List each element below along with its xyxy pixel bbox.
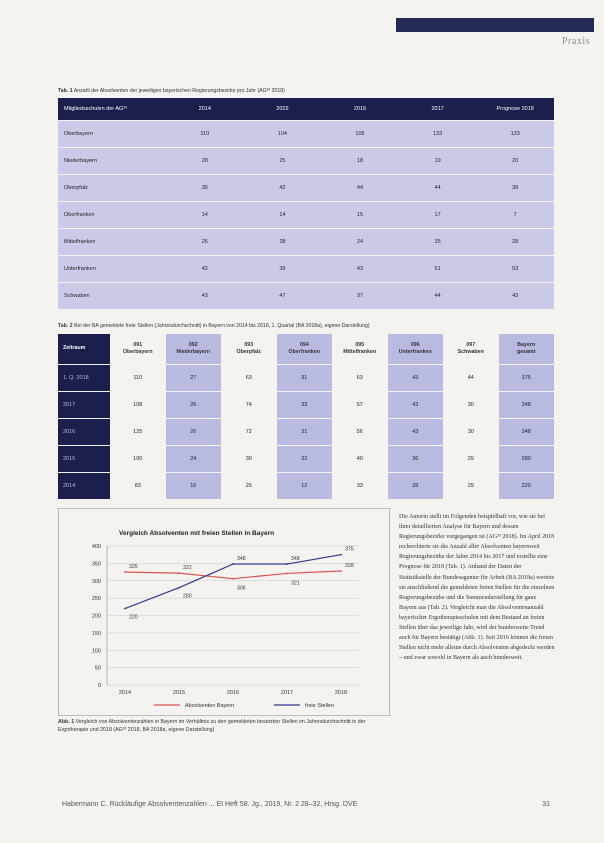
series-line-absolventen <box>125 571 341 579</box>
table2-header-cell <box>221 334 277 364</box>
table1-header-cell: 2014 <box>198 106 211 112</box>
table2-cell: 33 <box>277 392 333 418</box>
table1-row-label: Oberfranken <box>64 212 95 218</box>
table2-header-cell <box>443 334 499 364</box>
table1-row <box>58 228 554 255</box>
table1-row <box>58 201 554 228</box>
y-tick-label: 200 <box>91 613 101 620</box>
table2-header-code: Zeitraum <box>63 345 86 352</box>
table1-cell: 7 <box>513 212 517 218</box>
table2-cell: 33 <box>332 473 388 499</box>
table1-cell: 104 <box>277 131 287 137</box>
table1-cell: 19 <box>434 158 441 164</box>
table2-header-code: 094 <box>299 341 309 348</box>
table1-row-label: Unterfranken <box>64 266 96 272</box>
table1-cell: 51 <box>434 266 441 272</box>
table2-header-name: Unterfranken <box>398 349 432 355</box>
table2-header-name: Niederbayern <box>176 349 211 355</box>
table1-cell: 17 <box>434 212 441 218</box>
data-label: 348 <box>237 556 246 563</box>
table1-cell: 28 <box>279 239 286 245</box>
table2-row <box>58 418 554 445</box>
table2-header-name: Schwaben <box>457 349 484 355</box>
table2-cell: 348 <box>499 392 555 418</box>
table1-header-cell: 2015 <box>276 106 289 112</box>
figure-caption-text: Vergleich von Absolventenzahlen in Bayern im Verhältnis zu den gemeldeten besetzten Stellen im Jahresdurchschnitt in der Ergotherapie und 2018 (AG³³ 2018, BA 2018a, eigene Darstellung) <box>58 719 366 733</box>
page-number: 31 <box>542 801 550 808</box>
data-label: 306 <box>237 585 246 592</box>
table2-cell: 31 <box>277 365 333 391</box>
table1-row-label: Niederbayern <box>64 158 98 164</box>
table2-header-cell <box>58 334 110 364</box>
table2-header-code: 095 <box>355 341 365 348</box>
table1-row-label: Oberbayern <box>64 131 94 137</box>
table1-cell: 133 <box>510 131 520 137</box>
chart-svg <box>59 509 389 715</box>
table1-row <box>58 174 554 201</box>
data-label: 375 <box>345 546 354 553</box>
table2-row-label: 1. Q. 2018 <box>58 365 110 391</box>
table2-cell: 108 <box>110 392 166 418</box>
table1-cell: 43 <box>201 293 208 299</box>
y-tick-label: 100 <box>91 648 101 655</box>
series-point <box>124 571 126 573</box>
table2-row <box>58 472 554 499</box>
section-label: Praxis <box>562 36 590 47</box>
table2-cell: 348 <box>499 419 555 445</box>
table2-row-label: 2015 <box>58 446 110 472</box>
table2-cell: 27 <box>166 365 222 391</box>
table1-cell: 47 <box>279 293 286 299</box>
table1-row-label: Mittelfranken <box>64 239 96 245</box>
table2-cell: 24 <box>166 446 222 472</box>
table2-header-code: 096 <box>410 341 420 348</box>
table1-row-label: Schwaben <box>64 293 90 299</box>
table1-cell: 133 <box>432 131 443 137</box>
table2 <box>58 334 554 499</box>
page-footer <box>62 801 550 808</box>
data-label: 325 <box>129 564 138 571</box>
table1-cell: 110 <box>200 131 210 137</box>
figure-caption <box>58 719 388 734</box>
table2-header-code: 093 <box>244 341 254 348</box>
table1-row <box>58 147 554 174</box>
y-tick-label: 250 <box>91 596 101 603</box>
table1-cell: 42 <box>201 266 208 272</box>
x-tick-label: 2015 <box>172 690 186 696</box>
table2-header-code: 091 <box>133 341 143 348</box>
table2-caption <box>58 323 370 330</box>
table2-header-name: gesamt <box>516 349 536 355</box>
table1-cell: 39 <box>512 185 519 191</box>
table1-caption <box>58 88 285 95</box>
table2-header-cell <box>499 334 555 364</box>
table1-cell: 35 <box>434 239 441 245</box>
x-tick-label: 2014 <box>118 690 132 696</box>
table2-cell: 31 <box>277 419 333 445</box>
table1-cell: 43 <box>512 293 519 299</box>
table2-cell: 30 <box>443 392 499 418</box>
table2-cell: 43 <box>388 419 444 445</box>
series-point <box>340 570 342 572</box>
footer-citation: Habermann C. Rückläufige Absolventenzahlen ... Et Heft 58. Jg., 2019, Nr. 2 28–32, Hrsg. DVE <box>62 801 358 808</box>
table2-row <box>58 364 554 391</box>
table1-cell: 14 <box>279 212 286 218</box>
y-tick-label: 300 <box>91 578 101 585</box>
table2-cell: 16 <box>166 473 222 499</box>
data-label: 348 <box>291 556 300 563</box>
table1-header-cell: Prognose 2018 <box>496 106 534 112</box>
table1-cell: 28 <box>512 239 519 245</box>
table2-header-cell <box>110 334 166 364</box>
table1-cell: 18 <box>356 158 364 164</box>
table2-cell: 220 <box>499 473 555 499</box>
legend-label: Absolventen Bayern <box>185 703 235 709</box>
table1-cell: 15 <box>356 212 364 218</box>
table2-cell: 12 <box>277 473 333 499</box>
table2-header-cell <box>388 334 444 364</box>
table2-cell: 63 <box>332 365 388 391</box>
data-label: 321 <box>291 580 300 587</box>
data-label: 328 <box>345 563 354 570</box>
table2-cell: 30 <box>221 446 277 472</box>
table2-cell: 30 <box>443 419 499 445</box>
data-label: 322 <box>183 565 192 572</box>
data-label: 220 <box>129 614 138 621</box>
table1-row <box>58 282 554 309</box>
data-label: 280 <box>183 593 192 600</box>
table2-cell: 36 <box>388 446 444 472</box>
series-point <box>178 572 180 574</box>
table1-cell: 20 <box>512 158 519 164</box>
x-tick-label: 2017 <box>280 690 294 696</box>
table2-header-row <box>58 334 554 364</box>
table2-cell: 22 <box>277 446 333 472</box>
table2-cell: 72 <box>221 419 277 445</box>
y-tick-label: 0 <box>97 683 101 689</box>
table2-header-cell <box>277 334 333 364</box>
table1-cell: 44 <box>434 293 441 299</box>
y-tick-label: 150 <box>91 630 101 637</box>
table1-header-cell: Mitgliedsschulen der AG³³ <box>64 106 127 112</box>
series-point <box>286 573 288 575</box>
table1-cell: 39 <box>279 266 286 272</box>
table2-header-name: Oberpfalz <box>236 349 261 355</box>
table1-header-row <box>58 98 554 120</box>
table1-caption-text: Anzahl der Absolventen der jeweiligen bayerischen Regierungsbezirke pro Jahr (AG³³ 2018) <box>73 88 285 94</box>
table2-row-label: 2014 <box>58 473 110 499</box>
table1-cell: 44 <box>356 185 364 191</box>
table2-cell: 57 <box>332 392 388 418</box>
table1 <box>58 98 554 309</box>
table2-cell: 26 <box>166 392 222 418</box>
series-point <box>286 563 288 565</box>
chart-title: Vergleich Absolventen mit freien Stellen in Bayern <box>119 530 275 537</box>
table1-row <box>58 255 554 282</box>
table2-caption-text: Bei der BA gemeldete freie Stellen (Jahresdurchschnitt) in Bayern von 2014 bis 2018, 1. Quartal (BA 2018a), eigene Darstellung) <box>74 323 370 329</box>
table1-cell: 42 <box>279 185 286 191</box>
table1-header-cell: 2016 <box>353 106 367 112</box>
table2-cell: 43 <box>388 365 444 391</box>
table2-cell: 43 <box>388 392 444 418</box>
body-text <box>399 512 555 663</box>
table2-cell: 280 <box>499 446 555 472</box>
table2-caption-label: Tab. 2 <box>58 323 73 329</box>
legend-label: freie Stellen <box>305 703 335 709</box>
line-chart <box>58 508 390 716</box>
y-tick-label: 50 <box>94 665 101 672</box>
table2-header-name: Oberbayern <box>122 349 153 355</box>
x-tick-label: 2018 <box>334 690 348 696</box>
table1-cell: 105 <box>355 131 365 137</box>
table2-header-code: Bayern <box>517 341 536 348</box>
table2-header-name: Mittelfranken <box>343 349 377 355</box>
table2-cell: 100 <box>110 446 166 472</box>
table2-cell: 110 <box>110 365 166 391</box>
y-tick-label: 400 <box>91 544 101 550</box>
table2-header-code: 097 <box>466 341 476 348</box>
table2-cell: 125 <box>110 419 166 445</box>
table1-cell: 28 <box>201 158 208 164</box>
table2-cell: 83 <box>110 473 166 499</box>
table2-header-name: Oberfranken <box>288 349 320 355</box>
table2-cell: 40 <box>332 446 388 472</box>
table1-cell: 14 <box>201 212 208 218</box>
table2-header-code: 092 <box>188 341 198 348</box>
table2-cell: 375 <box>499 365 555 391</box>
table1-row <box>58 120 554 147</box>
table2-row-label: 2017 <box>58 392 110 418</box>
table2-cell: 44 <box>443 365 499 391</box>
table1-cell: 35 <box>201 185 208 191</box>
x-tick-label: 2016 <box>226 690 240 696</box>
series-point <box>232 578 234 580</box>
table1-cell: 25 <box>279 158 286 164</box>
table2-cell: 29 <box>443 473 499 499</box>
series-point <box>124 608 126 610</box>
table1-cell: 53 <box>512 266 519 272</box>
y-tick-label: 350 <box>91 561 101 568</box>
body-paragraph: Die Autorin stellt im Folgenden beispielhaft vor, wie sie bei ihrer detaillierten Analyse für Bayern und dessen Regierungsbezirke vorgegangen ist (AG³³ 2018). Im April 2018 recherchierte sie die Anzahl aller Absolventen bayernweit Regierungsbezirke der Jahre 2014 bis 2017 und erstellte eine Prognose für 2018 (Tab. 1). Anhand der Daten der Statistikstelle der Bundesagentur für Arbeit (BA 2018a) wertete sie anschließend die gemeldeten freien Stellen für die einzelnen Regierungsbezirke und die Summendarstellung für ganz Bayern aus (Tab. 2). Vergleicht man die Absolventenanzahl bayerischer Ergotherapieschulen mit dem Bestand an freien Stellen über das jeweilige Jahr, wird der bundesweite Trend auch für Bayern bestätigt (Abb. 1). Seit 2016 können die freien Stellen nicht mehr alleine durch Absolventen abgedeckt werden – und zwar sowohl in Bayern als auch bundesweit. <box>399 514 555 662</box>
table2-cell: 29 <box>443 446 499 472</box>
table2-row <box>58 445 554 472</box>
table2-cell: 28 <box>388 473 444 499</box>
table2-row <box>58 391 554 418</box>
table2-cell: 26 <box>221 473 277 499</box>
table1-cell: 44 <box>434 185 441 191</box>
table2-header-cell <box>166 334 222 364</box>
table1-cell: 37 <box>356 293 364 299</box>
series-point <box>340 554 342 556</box>
table1-cell: 43 <box>356 266 364 272</box>
table1-row-label: Oberpfalz <box>64 185 88 191</box>
table1-cell: 24 <box>356 239 364 245</box>
table2-row-label: 2016 <box>58 419 110 445</box>
series-point <box>178 587 180 589</box>
table2-cell: 63 <box>221 365 277 391</box>
series-point <box>232 563 234 565</box>
table1-caption-label: Tab. 1 <box>58 88 73 94</box>
section-tab-bar <box>396 18 594 32</box>
table2-cell: 74 <box>221 392 277 418</box>
series-line-freie-stellen <box>125 555 341 609</box>
table2-cell: 26 <box>166 419 222 445</box>
table2-cell: 56 <box>332 419 388 445</box>
table1-header-cell: 2017 <box>431 106 444 112</box>
figure-caption-label: Abb. 1 <box>58 719 75 725</box>
table2-header-cell <box>332 334 388 364</box>
table1-cell: 26 <box>201 239 208 245</box>
